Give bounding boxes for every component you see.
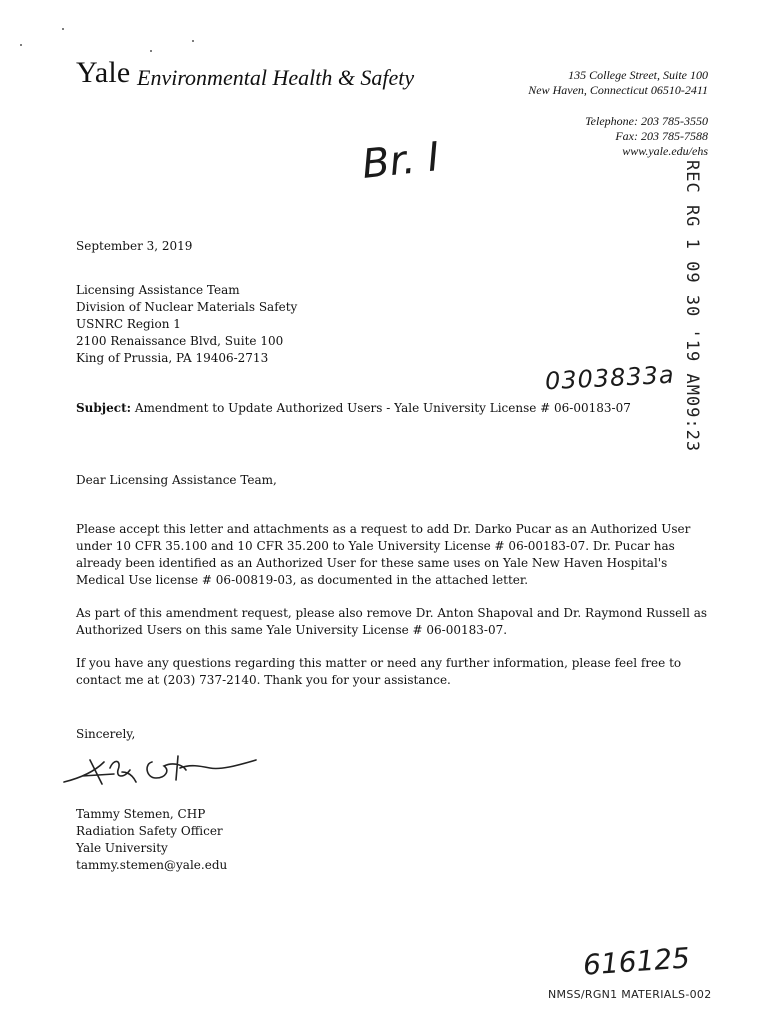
letterhead-department: Environmental Health & Safety bbox=[137, 65, 415, 90]
signer-name: Tammy Stemen, CHP bbox=[76, 807, 206, 821]
addressee-line: Licensing Assistance Team bbox=[76, 283, 240, 297]
letterhead-org: Yale bbox=[76, 56, 131, 89]
addressee-line: King of Prussia, PA 19406-2713 bbox=[76, 351, 269, 365]
paragraph-line: As part of this amendment request, please also remove Dr. Anton Shapoval and Dr. Raymond Russell as bbox=[76, 606, 708, 620]
scan-speck bbox=[150, 50, 152, 52]
addressee-line: 2100 Renaissance Blvd, Suite 100 bbox=[76, 334, 284, 348]
signer-organization: Yale University bbox=[76, 841, 168, 855]
signature-image bbox=[60, 748, 260, 790]
paragraph-line: already been identified as an Authorized User for these same uses on Yale New Haven Hospital's bbox=[76, 556, 668, 570]
website-line: www.yale.edu/ehs bbox=[622, 144, 708, 158]
subject-label: Subject: bbox=[76, 401, 132, 415]
paragraph-line: Please accept this letter and attachments as a request to add Dr. Darko Pucar as an Authorized User bbox=[76, 522, 691, 536]
subject-text: Amendment to Update Authorized Users - Yale University License # 06-00183-07 bbox=[134, 401, 631, 415]
letterhead-address bbox=[528, 68, 708, 98]
paragraph-2 bbox=[76, 605, 708, 639]
signature-block bbox=[76, 806, 227, 874]
greeting: Dear Licensing Assistance Team, bbox=[76, 473, 277, 487]
subject-line bbox=[76, 400, 631, 417]
paragraph-line: Medical Use license # 06-00819-03, as documented in the attached letter. bbox=[76, 573, 529, 587]
letterhead-contact bbox=[585, 114, 708, 159]
scan-speck bbox=[62, 28, 64, 30]
signer-title: Radiation Safety Officer bbox=[76, 824, 223, 838]
handwritten-note-bottom: 616125 bbox=[581, 941, 691, 982]
paragraph-line: If you have any questions regarding this matter or need any further information, please feel free to bbox=[76, 656, 682, 670]
addressee-line: USNRC Region 1 bbox=[76, 317, 181, 331]
paragraph-1 bbox=[76, 521, 691, 589]
fax-line: Fax: 203 785-7588 bbox=[615, 129, 708, 143]
telephone-line: Telephone: 203 785-3550 bbox=[585, 114, 708, 128]
paragraph-line: Authorized Users on this same Yale University License # 06-00183-07. bbox=[76, 623, 508, 637]
signer-email: tammy.stemen@yale.edu bbox=[76, 858, 228, 872]
received-stamp: REC RG 1 09 30 '19 AM09:23 bbox=[682, 160, 702, 453]
footer-stamp: NMSS/RGN1 MATERIALS-002 bbox=[548, 988, 712, 1001]
handwritten-control-number: 0303833a bbox=[544, 360, 676, 396]
address-line: New Haven, Connecticut 06510-2411 bbox=[528, 83, 708, 97]
letter-date: September 3, 2019 bbox=[76, 239, 193, 253]
paragraph-3 bbox=[76, 655, 682, 689]
scan-speck bbox=[20, 44, 22, 46]
scan-speck bbox=[192, 40, 194, 42]
paragraph-line: contact me at (203) 737-2140. Thank you for your assistance. bbox=[76, 673, 451, 687]
paragraph-line: under 10 CFR 35.100 and 10 CFR 35.200 to Yale University License # 06-00183-07. Dr. Pucar has bbox=[76, 539, 675, 553]
handwritten-note-top: Br. I bbox=[359, 134, 442, 188]
closing: Sincerely, bbox=[76, 727, 136, 741]
addressee-line: Division of Nuclear Materials Safety bbox=[76, 300, 298, 314]
addressee-block bbox=[76, 282, 297, 367]
address-line: 135 College Street, Suite 100 bbox=[568, 68, 708, 82]
